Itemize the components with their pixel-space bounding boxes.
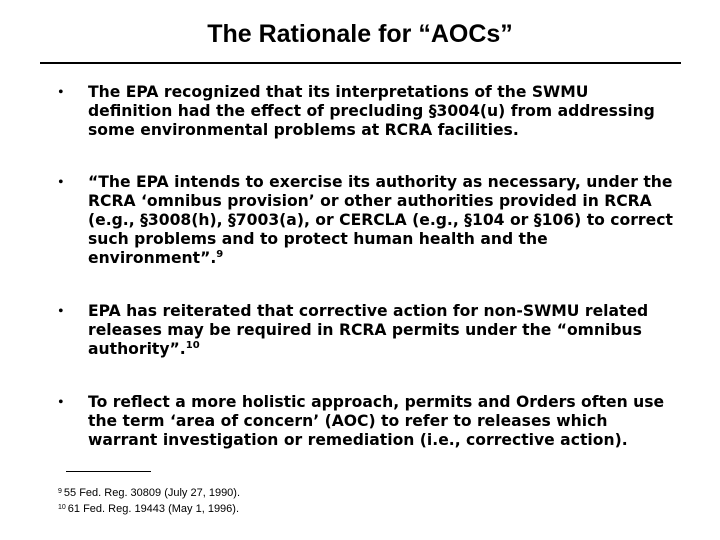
bullet-item — [58, 302, 678, 359]
bullet-item — [58, 83, 678, 140]
footnote-divider — [66, 471, 151, 472]
bullet-marker: • — [58, 84, 64, 101]
footnote-text: 55 Fed. Reg. 30809 (July 27, 1990). — [63, 487, 241, 499]
bullet-text: “The EPA intends to exercise its authority as necessary, under the RCRA ‘omnibus provision’ or other authorities provided in RCRA (e.g., §3008(h), §7003(a), or CERCLA (e.g., §104 or §106) to correct such problems and to protect human health and the environment”. — [88, 173, 673, 267]
bullet-text-wrap — [88, 173, 678, 268]
footnote — [58, 485, 240, 500]
bullet-item — [58, 393, 678, 450]
bullet-marker: • — [58, 394, 64, 411]
bullet-marker: • — [58, 303, 64, 320]
slide-title: The Rationale for “AOCs” — [207, 20, 513, 48]
bullet-marker: • — [58, 174, 64, 191]
footnote-ref: 9 — [216, 249, 224, 260]
footnote-number: 9 — [58, 488, 62, 495]
footnote-ref: 10 — [185, 340, 200, 351]
bullet-text-wrap — [88, 302, 678, 359]
footnote-number: 10 — [58, 504, 66, 511]
title-divider — [40, 62, 681, 64]
bullet-text: The EPA recognized that its interpretations of the SWMU definition had the effect of precluding §3004(u) from addressing some environmental problems at RCRA facilities. — [88, 83, 655, 139]
footnote — [58, 501, 239, 516]
bullet-text: To reflect a more holistic approach, permits and Orders often use the term ‘area of concern’ (AOC) to refer to releases which warrant investigation or remediation (i.e., corrective action). — [88, 393, 665, 449]
bullet-text: EPA has reiterated that corrective action for non-SWMU related releases may be required in RCRA permits under the “omnibus authority”. — [88, 302, 649, 358]
bullet-item — [58, 173, 678, 268]
footnote-text: 61 Fed. Reg. 19443 (May 1, 1996). — [67, 503, 240, 515]
